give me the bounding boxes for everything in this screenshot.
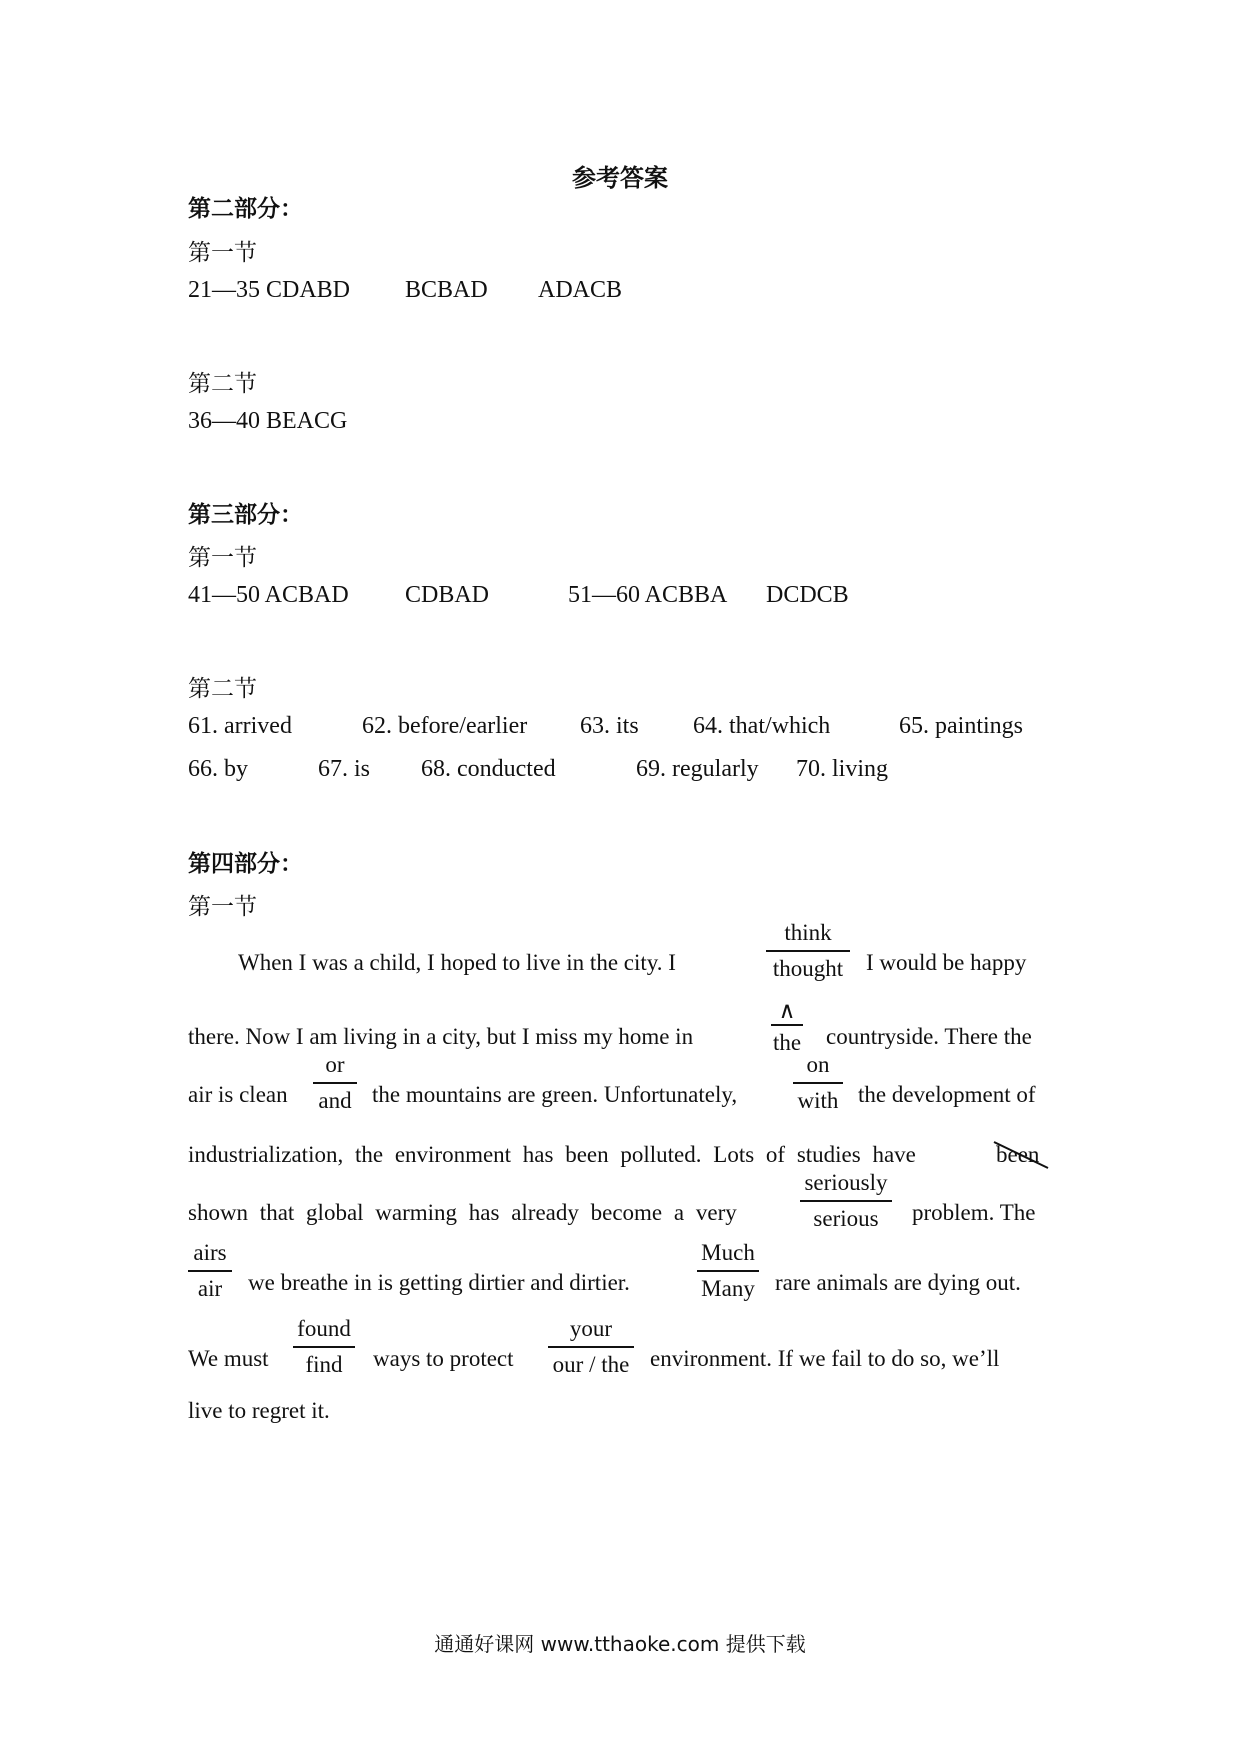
part2-sec2-range: 36—40 BEACG bbox=[188, 408, 348, 434]
part2-sec1-label: 第一节 bbox=[188, 240, 257, 266]
essay-text: shown that global warming has already become a very bbox=[188, 1200, 737, 1225]
answer-65: 65. paintings bbox=[899, 713, 1023, 739]
part3-sec2-label: 第二节 bbox=[188, 676, 257, 702]
correction-bar bbox=[548, 1346, 634, 1348]
part3-sec1-c: 51—60 ACBBA bbox=[568, 582, 728, 608]
correction-bar bbox=[771, 1024, 803, 1026]
correction-replacement: the bbox=[772, 1030, 802, 1055]
correction-bar bbox=[766, 950, 850, 952]
correction-replacement: serious bbox=[813, 1206, 879, 1231]
strike-mark bbox=[992, 1138, 1052, 1172]
part3-heading: 第三部分： bbox=[188, 502, 303, 528]
insert-mark: ∧ bbox=[778, 998, 796, 1023]
part4-heading: 第四部分： bbox=[188, 851, 303, 877]
answer-70: 70. living bbox=[796, 756, 889, 782]
correction-original: Much bbox=[701, 1240, 755, 1265]
correction-bar bbox=[800, 1200, 892, 1202]
essay-text: countryside. There the bbox=[826, 1024, 1032, 1049]
correction-airs bbox=[188, 1238, 232, 1304]
correction-original: seriously bbox=[804, 1170, 888, 1195]
essay-text: I would be happy bbox=[866, 950, 1027, 975]
correction-bar bbox=[188, 1270, 232, 1272]
correction-replacement: with bbox=[797, 1088, 839, 1113]
essay-text: environment. If we fail to do so, we’ll bbox=[650, 1346, 1000, 1371]
essay-text: there. Now I am living in a city, but I miss my home in bbox=[188, 1024, 694, 1049]
correction-bar bbox=[313, 1082, 357, 1084]
page-title: 参考答案 bbox=[572, 164, 668, 192]
answer-64: 64. that/which bbox=[693, 713, 831, 739]
correction-replacement: and bbox=[318, 1088, 352, 1113]
part2-sec1-range: 21—35 CDABD bbox=[188, 277, 351, 303]
answer-61: 61. arrived bbox=[188, 713, 292, 739]
essay-text: ways to protect bbox=[373, 1346, 514, 1371]
correction-found bbox=[293, 1314, 355, 1380]
essay-text: the mountains are green. Unfortunately, bbox=[372, 1082, 738, 1107]
correction-replacement: find bbox=[305, 1352, 343, 1377]
part2-heading: 第二部分： bbox=[188, 196, 303, 222]
correction-replacement: thought bbox=[772, 956, 844, 981]
correction-think bbox=[766, 918, 850, 984]
answer-63: 63. its bbox=[580, 713, 639, 739]
correction-original: your bbox=[569, 1316, 613, 1341]
answer-69: 69. regularly bbox=[636, 756, 759, 782]
essay-text: problem. The bbox=[912, 1200, 1036, 1225]
correction-replacement: our / the bbox=[552, 1352, 630, 1377]
answer-62: 62. before/earlier bbox=[362, 713, 528, 739]
part3-sec1-a: 41—50 ACBAD bbox=[188, 582, 349, 608]
essay-text: When I was a child, I hoped to live in the city. I bbox=[238, 950, 676, 975]
correction-bar bbox=[793, 1082, 843, 1084]
part2-sec1-group2: BCBAD bbox=[405, 277, 488, 303]
correction-your bbox=[548, 1314, 634, 1380]
struck-word-text: been bbox=[996, 1142, 1040, 1167]
correction-bar bbox=[293, 1346, 355, 1348]
correction-original: airs bbox=[193, 1240, 227, 1265]
correction-original: think bbox=[784, 920, 832, 945]
part2-sec1-group3: ADACB bbox=[538, 277, 623, 303]
correction-original: found bbox=[297, 1316, 351, 1341]
essay-text: industrialization, the environment has been polluted. Lots of studies have bbox=[188, 1142, 916, 1167]
essay-text: rare animals are dying out. bbox=[775, 1270, 1021, 1295]
essay-text: the development of bbox=[858, 1082, 1036, 1107]
essay-text: air is clean bbox=[188, 1082, 288, 1107]
correction-or bbox=[313, 1050, 357, 1116]
answer-67: 67. is bbox=[318, 756, 371, 782]
essay-text: we breathe in is getting dirtier and dirtier. bbox=[248, 1270, 630, 1295]
essay-text: We must bbox=[188, 1346, 269, 1371]
part2-sec2-label: 第二节 bbox=[188, 371, 257, 397]
correction-original: on bbox=[806, 1052, 830, 1077]
correction-seriously bbox=[800, 1168, 892, 1234]
correction-replacement: Many bbox=[701, 1276, 755, 1301]
page-footer: 通通好课网 www.tthaoke.com 提供下载 bbox=[434, 1632, 806, 1656]
correction-much bbox=[697, 1238, 759, 1304]
answer-66: 66. by bbox=[188, 756, 248, 782]
part3-sec1-b: CDBAD bbox=[405, 582, 490, 608]
correction-on bbox=[793, 1050, 843, 1116]
correction-replacement: air bbox=[197, 1276, 223, 1301]
correction-bar bbox=[697, 1270, 759, 1272]
part3-sec1-d: DCDCB bbox=[766, 582, 849, 608]
struck-word bbox=[996, 1142, 1039, 1168]
essay-text: live to regret it. bbox=[188, 1398, 330, 1423]
correction-original: or bbox=[325, 1052, 345, 1077]
part3-sec1-label: 第一节 bbox=[188, 545, 257, 571]
part4-sec1-label: 第一节 bbox=[188, 894, 257, 920]
answer-68: 68. conducted bbox=[421, 756, 556, 782]
